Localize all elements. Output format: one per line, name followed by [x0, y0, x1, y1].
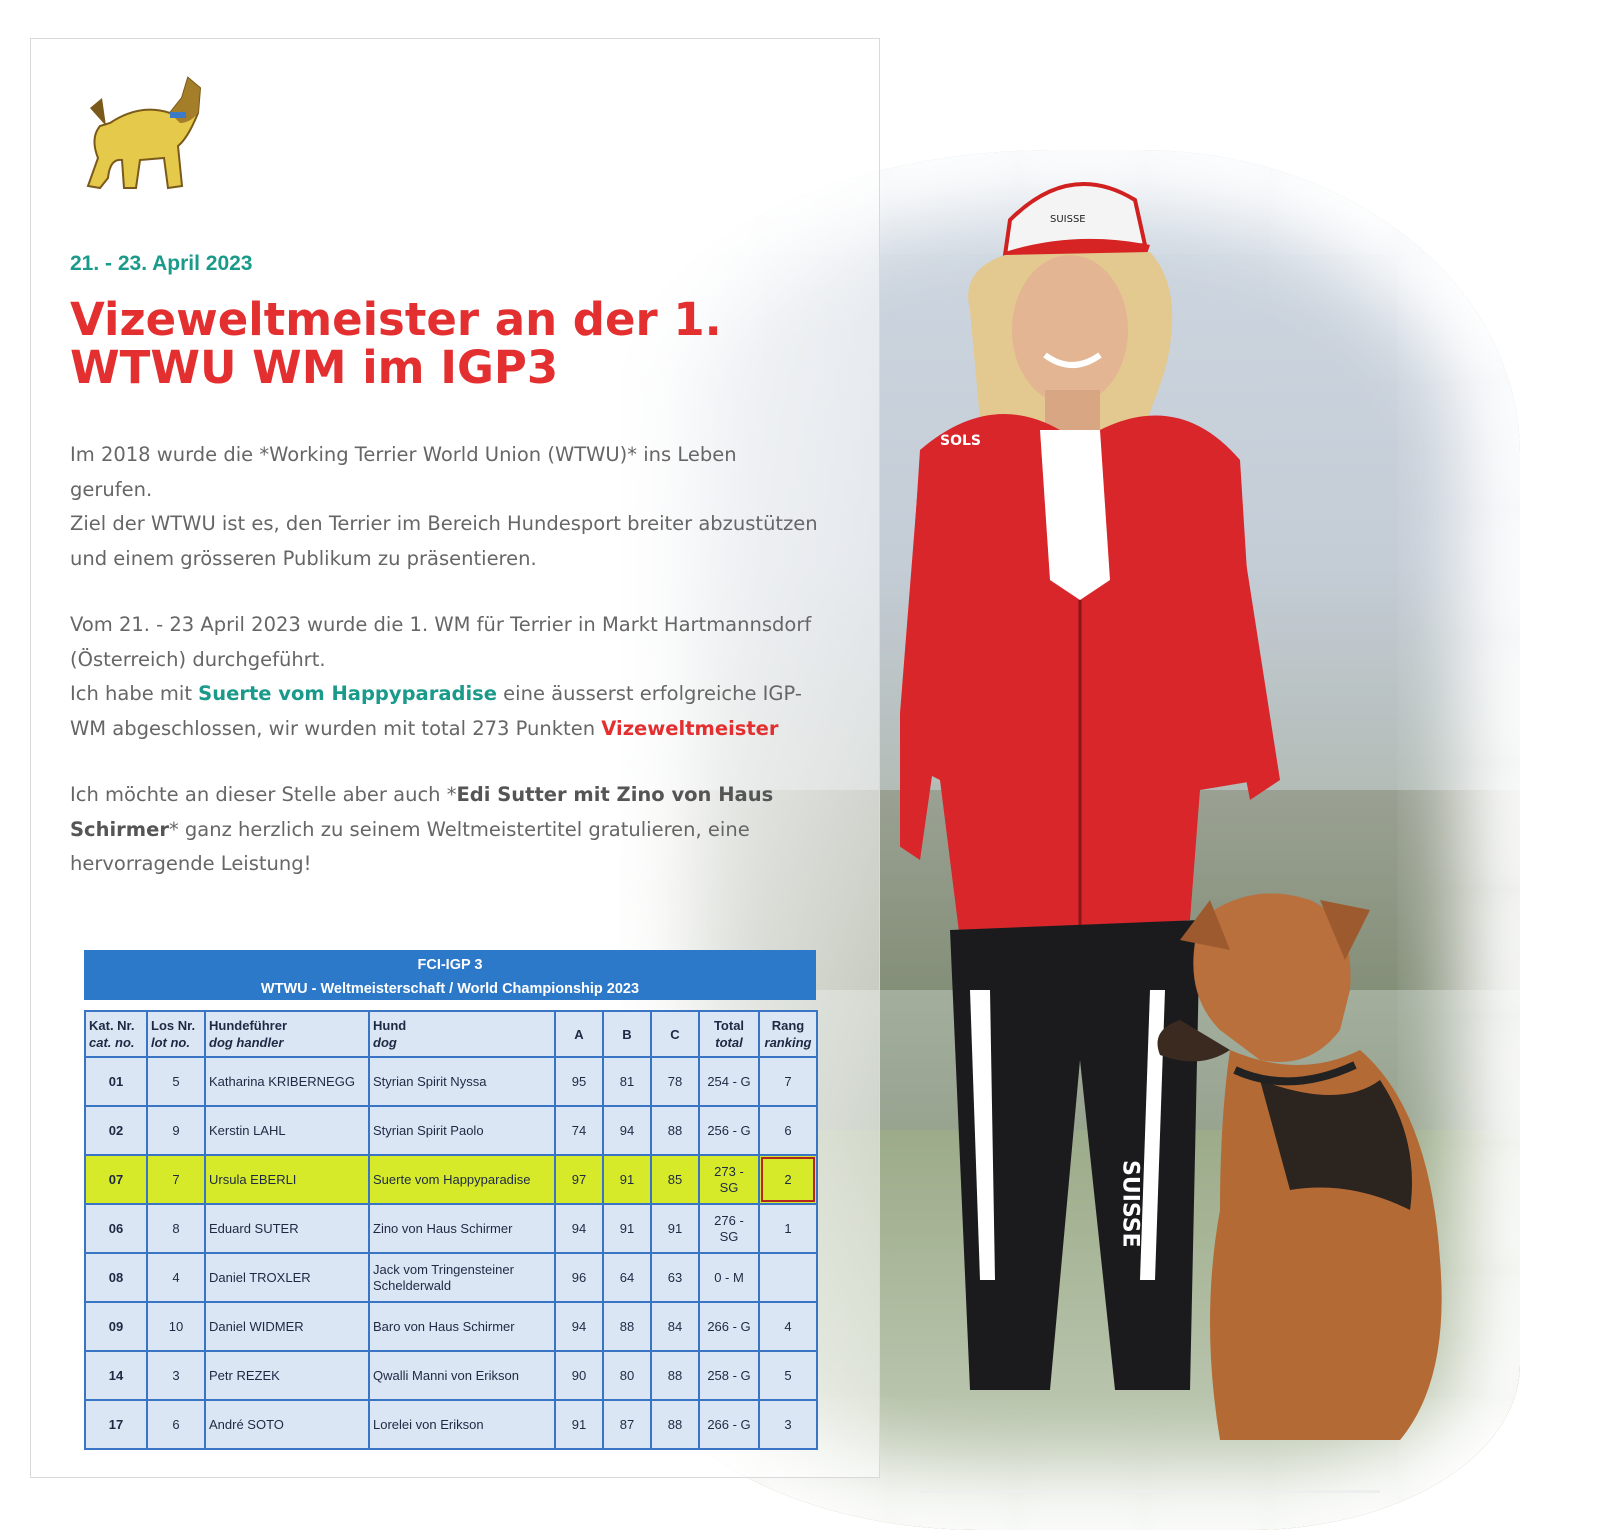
results-header [84, 950, 816, 1000]
paragraph-1a: Im 2018 wurde die *Working Terrier World Union (WTWU)* ins Leben gerufen. [70, 443, 737, 501]
cell-rank: 4 [759, 1302, 817, 1351]
results-title-2: WTWU - Weltmeisterschaft / World Championship 2023 [260, 981, 640, 997]
cell-rank-marked: 2 [759, 1155, 817, 1204]
cell-b: 87 [603, 1400, 651, 1449]
paragraph-2a: Vom 21. - 23 April 2023 wurde die 1. WM für Terrier in Markt Hartmannsdorf (Österreich) durchgeführt. [70, 613, 812, 671]
col-total: Total total [699, 1011, 759, 1057]
cell-b: 88 [603, 1302, 651, 1351]
cell-a: 95 [555, 1057, 603, 1106]
cell-kat: 17 [85, 1400, 147, 1449]
article-body [70, 438, 820, 882]
airedale-dog [1140, 880, 1470, 1450]
paragraph-3-post: * ganz herzlich zu seinem Weltmeistertitel gratulieren, eine hervorragende Leistung! [70, 817, 750, 875]
results-table [84, 950, 816, 1450]
title-highlight: Vizeweltmeister [601, 716, 779, 740]
cell-c: 78 [651, 1057, 699, 1106]
pants-text: SUISSE [1117, 1160, 1143, 1248]
cell-b: 91 [603, 1155, 651, 1204]
paragraph-1b: Ziel der WTWU ist es, den Terrier im Bereich Hundesport breiter abzustützen und einem grösseren Publikum zu präsentieren. [70, 512, 818, 570]
cell-total: 273 - SG [699, 1155, 759, 1204]
cell-los: 7 [147, 1155, 205, 1204]
cell-kat: 08 [85, 1253, 147, 1302]
cell-rank: 5 [759, 1351, 817, 1400]
cell-a: 97 [555, 1155, 603, 1204]
results-grid [84, 1010, 818, 1450]
cell-rank [759, 1253, 817, 1302]
cell-handler: André SOTO [205, 1400, 369, 1449]
table-row-highlighted [85, 1155, 817, 1204]
cell-los: 4 [147, 1253, 205, 1302]
cell-kat: 02 [85, 1106, 147, 1155]
cell-b: 64 [603, 1253, 651, 1302]
cell-handler: Katharina KRIBERNEGG [205, 1057, 369, 1106]
event-date: 21. - 23. April 2023 [70, 252, 253, 275]
cell-a: 96 [555, 1253, 603, 1302]
cell-dog: Styrian Spirit Nyssa [369, 1057, 555, 1106]
cell-a: 94 [555, 1302, 603, 1351]
cap-text: SUISSE [1050, 214, 1086, 225]
cell-c: 63 [651, 1253, 699, 1302]
cell-b: 94 [603, 1106, 651, 1155]
paragraph-3-pre: Ich möchte an dieser Stelle aber auch * [70, 783, 457, 806]
table-row [85, 1302, 817, 1351]
paragraph-2b-pre: Ich habe mit [70, 682, 199, 705]
cell-total: 258 - G [699, 1351, 759, 1400]
cell-los: 3 [147, 1351, 205, 1400]
cell-total: 266 - G [699, 1400, 759, 1449]
divider [920, 1490, 1380, 1493]
dog-name-highlight: Suerte vom Happyparadise [198, 682, 497, 705]
champion-highlight: Edi Sutter mit Zino von Haus Schirmer [70, 783, 774, 841]
paragraph-2b [70, 677, 820, 746]
cell-dog: Suerte vom Happyparadise [369, 1155, 555, 1204]
table-row [85, 1057, 817, 1106]
cell-c: 84 [651, 1302, 699, 1351]
cell-kat: 07 [85, 1155, 147, 1204]
table-row [85, 1400, 817, 1449]
table-row [85, 1351, 817, 1400]
cell-rank: 1 [759, 1204, 817, 1253]
cell-dog: Styrian Spirit Paolo [369, 1106, 555, 1155]
cell-kat: 06 [85, 1204, 147, 1253]
cell-c: 91 [651, 1204, 699, 1253]
cell-dog: Zino von Haus Schirmer [369, 1204, 555, 1253]
cell-handler: Daniel WIDMER [205, 1302, 369, 1351]
cell-handler: Daniel TROXLER [205, 1253, 369, 1302]
col-handler: Hundeführer dog handler [205, 1011, 369, 1057]
col-b: B [603, 1011, 651, 1057]
cell-a: 94 [555, 1204, 603, 1253]
cell-dog: Jack vom Tringensteiner Schelderwald [369, 1253, 555, 1302]
header-row [85, 1011, 817, 1057]
paragraph-3 [70, 778, 820, 882]
col-los: Los Nr. lot no. [147, 1011, 205, 1057]
cell-dog: Qwalli Manni von Erikson [369, 1351, 555, 1400]
cell-handler: Petr REZEK [205, 1351, 369, 1400]
cell-handler: Ursula EBERLI [205, 1155, 369, 1204]
cell-rank: 7 [759, 1057, 817, 1106]
col-dog: Hund dog [369, 1011, 555, 1057]
cell-dog: Lorelei von Erikson [369, 1400, 555, 1449]
col-kat: Kat. Nr. cat. no. [85, 1011, 147, 1057]
cell-total: 256 - G [699, 1106, 759, 1155]
cell-los: 8 [147, 1204, 205, 1253]
cell-a: 91 [555, 1400, 603, 1449]
terrier-logo-icon [70, 68, 210, 198]
cell-los: 9 [147, 1106, 205, 1155]
table-row [85, 1204, 817, 1253]
cell-dog: Baro von Haus Schirmer [369, 1302, 555, 1351]
cell-total: 276 - SG [699, 1204, 759, 1253]
cell-c: 85 [651, 1155, 699, 1204]
cell-rank: 3 [759, 1400, 817, 1449]
cell-rank: 6 [759, 1106, 817, 1155]
cell-handler: Eduard SUTER [205, 1204, 369, 1253]
article-title: Vizeweltmeister an der 1. WTWU WM im IGP3 [70, 293, 722, 394]
col-a: A [555, 1011, 603, 1057]
cell-los: 6 [147, 1400, 205, 1449]
table-row [85, 1253, 817, 1302]
cell-los: 5 [147, 1057, 205, 1106]
cell-a: 90 [555, 1351, 603, 1400]
results-title-1: FCI-IGP 3 [417, 957, 483, 973]
cell-total: 254 - G [699, 1057, 759, 1106]
cell-total: 266 - G [699, 1302, 759, 1351]
cell-total: 0 - M [699, 1253, 759, 1302]
cell-b: 91 [603, 1204, 651, 1253]
cell-handler: Kerstin LAHL [205, 1106, 369, 1155]
cell-a: 74 [555, 1106, 603, 1155]
cell-b: 81 [603, 1057, 651, 1106]
paragraph-2b-mid: eine äusserst erfolgreiche IGP-WM abgeschlossen, wir wurden mit total 273 Punkten [70, 682, 802, 740]
cell-kat: 01 [85, 1057, 147, 1106]
cell-los: 10 [147, 1302, 205, 1351]
cell-c: 88 [651, 1106, 699, 1155]
cell-c: 88 [651, 1351, 699, 1400]
cell-kat: 09 [85, 1302, 147, 1351]
jacket-brand: SOLS [940, 433, 981, 449]
col-c: C [651, 1011, 699, 1057]
cell-c: 88 [651, 1400, 699, 1449]
col-rank: Rang ranking [759, 1011, 817, 1057]
cell-kat: 14 [85, 1351, 147, 1400]
cell-b: 80 [603, 1351, 651, 1400]
table-row [85, 1106, 817, 1155]
